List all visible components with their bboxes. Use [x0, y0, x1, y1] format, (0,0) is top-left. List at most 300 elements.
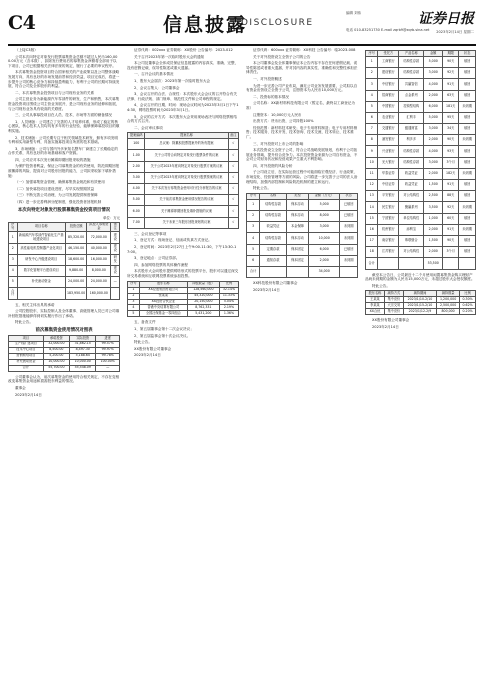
- table-cell: 研发中心升级建设项目: [17, 254, 65, 265]
- table-cell: 宁波银行: [378, 213, 399, 224]
- table-cell: 单位结构性: [399, 213, 424, 224]
- column-3-text-tail: [246, 281, 358, 292]
- table-cell: 赎回: [459, 68, 476, 79]
- table-cell: 5: [9, 277, 18, 288]
- table-cell: 赎回: [459, 112, 476, 123]
- table-row: [366, 202, 476, 213]
- table-cell: 添利宝: [399, 224, 424, 235]
- table-cell: √: [228, 184, 238, 195]
- table-cell: 7.00: [128, 217, 145, 228]
- table-cell: 85,320.00: [65, 232, 86, 243]
- table-cell: 99.97%: [96, 347, 120, 353]
- table-cell: 1,500: [424, 235, 443, 246]
- table-cell: 63天: [443, 90, 459, 101]
- table-row: [366, 309, 476, 315]
- paragraph: 为保护投资者利益，保证公司募集资金的有效使用，防范即期回报被摊薄的风险，提高对公司股东回报的能力，公司拟采取如下填补措施：: [8, 164, 120, 178]
- table-cell: 赎回: [459, 56, 476, 67]
- table-cell: [17, 288, 65, 299]
- table-cell: 5,000: [424, 112, 443, 123]
- paragraph: 四、公司应对本次发行摊薄即期回报采取的措施: [15, 157, 91, 162]
- table-cell: 1.00: [128, 150, 145, 161]
- table-header-cell: 序号: [247, 193, 260, 199]
- paragraph: 关于对外投资设立全资子公司的公告: [253, 54, 311, 59]
- table-cell: 关于本次发行募集资金使用可行性分析报告的议案: [145, 184, 228, 195]
- table-cell: 91天: [443, 79, 459, 90]
- paragraph: 2、第五届监事会第十次会议决议。: [134, 333, 191, 338]
- table-cell: XX控股集团有限公司: [139, 287, 187, 293]
- table-header-cell: 项目名称: [17, 222, 65, 232]
- table-cell: 5: [366, 101, 378, 112]
- paragraph: 3、登记地点：公司证券部。: [134, 256, 180, 261]
- table-cell: 未到期: [340, 222, 358, 233]
- table-cell: 华泰证券: [378, 168, 399, 179]
- table-cell: 本金保障: [286, 222, 308, 233]
- paragraph: 五、相关主体出具的承诺: [15, 302, 55, 307]
- table-header-cell: 比例: [460, 291, 476, 297]
- table-cell: 6,000: [309, 244, 340, 255]
- column-1-table-title: 本次向特定对象发行股票募集资金投资项目情况: [17, 207, 111, 213]
- table-cell: 李某某: [366, 303, 385, 309]
- table-header-cell: 期限: [443, 51, 459, 57]
- paragraph: XX科技股份有限公司董事会: [253, 281, 298, 286]
- table-cell: 8,000: [309, 211, 340, 222]
- table-cell: 2: [366, 68, 378, 79]
- table-cell: 4: [247, 233, 260, 244]
- table-row: [366, 258, 476, 269]
- table-row: [247, 266, 358, 277]
- column-2-proposal-table: [127, 132, 239, 228]
- table-row: [366, 235, 476, 246]
- table-cell: 技术中心项目: [9, 347, 44, 353]
- paragraph: 2023年2月14日: [134, 353, 161, 358]
- paragraph: 特此公告。: [372, 283, 390, 288]
- table-cell: 5.04%: [219, 299, 238, 305]
- table-cell: 2023/1/12-2/9: [403, 309, 436, 315]
- table-cell: 兴业银行: [378, 146, 399, 157]
- table-cell: 2,000: [309, 255, 340, 266]
- table-cell: 赎回: [459, 213, 476, 224]
- table-cell: √: [228, 206, 238, 217]
- table-cell: 3: [128, 299, 140, 305]
- paragraph: 本公司及董事会全体成员保证信息披露的内容真实、准确、完整，没有虚假记载、误导性陈述或重大遗漏。: [127, 61, 239, 70]
- table-row: [9, 243, 120, 254]
- table-cell: 中国银行: [378, 101, 399, 112]
- paragraph: 公司董事会认为，前次募集资金的使用符合相关规定，不存在变相改变募集资金用途和损害股东利益的情况。: [8, 374, 120, 384]
- table-cell: 3: [247, 222, 260, 233]
- table-row: [128, 195, 239, 206]
- table-header-cell: 减持数量: [437, 291, 460, 297]
- table-cell: 18,600.00: [65, 254, 86, 265]
- table-row: [366, 112, 476, 123]
- table-cell: 0.20%: [460, 309, 476, 315]
- table-cell: 32.14%: [219, 287, 238, 293]
- table-header-cell: 状态: [459, 51, 476, 57]
- column-3: [246, 48, 358, 692]
- table-cell: 建设: [111, 265, 120, 276]
- table-cell: 4: [366, 90, 378, 101]
- table-cell: 34,000: [309, 266, 340, 277]
- paragraph: 3、市场储备：公司与国内外多家知名整车厂商建立了长期稳定的合作关系，具有良好的市场基础和客户资源。: [8, 146, 118, 156]
- table-cell: 4,000: [424, 79, 443, 90]
- issue-date: 2023年2月14日 星期二: [436, 30, 474, 34]
- table-cell: 1.36%: [219, 311, 238, 317]
- contact-line: 电话 010-83251730 E-mail zqrb9@zqrb.sina.net: [346, 28, 430, 32]
- table-cell: [459, 258, 476, 269]
- table-cell: 江苏银行: [378, 247, 399, 258]
- table-cell: 研发: [111, 254, 120, 265]
- table-cell: 关于公司2023年度向特定对象发行股票方案的议案: [145, 161, 228, 172]
- table-cell: 182天: [443, 168, 459, 179]
- table-cell: 合计: [247, 266, 260, 277]
- table-header-cell: 股东名称: [139, 281, 187, 287]
- column-4-wealth-product-table: [365, 50, 476, 270]
- table-cell: 2,000: [424, 168, 443, 179]
- table-cell: 45,320,000: [187, 293, 219, 299]
- paragraph: 特此公告。: [15, 320, 33, 325]
- paragraph: 二、投资标的基本情况: [253, 94, 289, 99]
- table-header-cell: 金额（万元）: [309, 193, 340, 199]
- table-cell: 珠联璧合: [399, 235, 424, 246]
- table-cell: 3: [9, 254, 18, 265]
- table-cell: 12: [366, 180, 378, 191]
- table-cell: 99.57%: [96, 341, 120, 347]
- paragraph: 特此公告。: [134, 340, 152, 345]
- table-row: [9, 265, 120, 276]
- table-cell: 1,500: [424, 180, 443, 191]
- table-cell: 未到期: [459, 135, 476, 146]
- paragraph: 2023年2月14日: [15, 392, 42, 397]
- table-cell: 中信银行: [378, 79, 399, 90]
- table-cell: 34天: [443, 124, 459, 135]
- paragraph: 3、会议召开的合法、合规性：本次股东大会会议的召开符合有关法律、行政法规、部门规章、规范性文件和公司章程的规定。: [127, 92, 237, 101]
- table-cell: 46,150.00: [65, 243, 86, 254]
- table-cell: 91天: [443, 224, 459, 235]
- editor-line: 编辑 刘伟: [346, 11, 362, 15]
- table-cell: XX合伙: [366, 309, 385, 315]
- table-cell: 收益凭证: [399, 168, 424, 179]
- table-cell: 1: [9, 232, 18, 243]
- table-cell: 结构性存款: [399, 146, 424, 157]
- table-cell: 128,560,000: [187, 287, 219, 293]
- table-cell: √: [228, 172, 238, 183]
- table-row: [9, 277, 120, 288]
- table-cell: 2023/1/10-2/10: [403, 297, 436, 303]
- table-row: [247, 233, 358, 244]
- table-cell: 王某某: [366, 297, 385, 303]
- paragraph: （一）加强募集资金管理，确保募集资金规范和有效使用: [15, 180, 105, 185]
- paragraph: 二、会议审议事项: [134, 125, 163, 130]
- column-2: [127, 48, 239, 692]
- paragraph: 本次募集资金投资项目符合国家相关的产业政策以及公司整体战略发展方向，具有良好的市场发展前景和经济效益，项目完成后，将进一步提升公司的核心竞争力和持续盈利能力，有利于公司的长期可持续发展，符合公司及全体股东的利益。: [8, 70, 120, 89]
- table-cell: 结构性存款: [399, 68, 424, 79]
- table-row: [366, 68, 476, 79]
- paragraph: 证券代码：600xxx 证券简称：XX科技 公告编号：临2023-008: [253, 48, 356, 52]
- table-cell: 关于前次募集资金使用情况报告的议案: [145, 195, 228, 206]
- table-row: [366, 135, 476, 146]
- newspaper-logo: 证券日报: [418, 11, 474, 27]
- table-cell: 关于公司2023年度向特定对象发行股票预案的议案: [145, 172, 228, 183]
- table-header-cell: 比例: [219, 281, 238, 287]
- table-header-cell: 投资总额: [65, 222, 86, 232]
- table-cell: 5: [128, 311, 140, 317]
- paragraph: （三）不断完善公司治理，为公司发展提供制度保障: [15, 193, 98, 198]
- table-cell: 挂钩型结构: [399, 101, 424, 112]
- column-1-table-unit: 单位：万元: [103, 215, 120, 220]
- table-cell: 55,548.09: [70, 365, 96, 371]
- column-1-text: [8, 48, 120, 205]
- paragraph: 四、对外投资的风险分析: [253, 163, 293, 168]
- masthead: [8, 6, 476, 46]
- table-cell: 20,150,000: [187, 299, 219, 305]
- table-row: [128, 172, 239, 183]
- table-cell: 2.19%: [219, 305, 238, 311]
- table-cell: 24,000.00: [65, 277, 86, 288]
- table-cell: 53,500: [424, 258, 443, 269]
- table-row: [366, 168, 476, 179]
- table-cell: 93天: [443, 146, 459, 157]
- table-cell: 2023/1/15-2/10: [403, 303, 436, 309]
- table-cell: 5: [247, 244, 260, 255]
- table-cell: —: [111, 277, 120, 288]
- table-row: [128, 217, 239, 228]
- table-cell: 92天: [443, 202, 459, 213]
- table-cell: 183,950.00: [65, 288, 86, 299]
- table-cell: 2: [247, 211, 260, 222]
- table-cell: 72,000.00: [87, 232, 111, 243]
- paragraph: XX股份有限公司董事会: [372, 318, 410, 323]
- table-cell: 未到期: [340, 255, 358, 266]
- table-cell: 3,000: [309, 222, 340, 233]
- paragraph: 1、登记方式：现场登记、信函或传真方式登记。: [134, 238, 212, 243]
- table-row: [247, 222, 358, 233]
- paragraph: 子公司设立后，在实际运营过程中可能面临宏观经济、行业政策、市场变化、经营管理等方面的风险。公司将进一步完善子公司的法人治理结构，加强内部控制和风险防范机制的建立和运行。: [246, 170, 358, 184]
- table-cell: 汇利丰: [399, 112, 424, 123]
- table-cell: √: [228, 217, 238, 228]
- table-header-row: [9, 222, 120, 232]
- column-2-text: [127, 48, 239, 130]
- table-cell: 交通银行: [378, 124, 399, 135]
- table-cell: √: [228, 139, 238, 150]
- table-cell: 点金系列: [399, 90, 424, 101]
- paragraph: 经营范围：新材料技术研发；电子专用材料制造；电子专用材料销售；技术服务、技术开发、技术咨询、技术交流、技术转让、技术推广。: [246, 125, 358, 139]
- table-row: [366, 90, 476, 101]
- table-cell: 赎回: [459, 157, 476, 168]
- table-header-cell: 产品名称: [399, 51, 424, 57]
- table-header-cell: 承诺投资: [43, 335, 69, 341]
- table-cell: 1: [128, 287, 140, 293]
- table-cell: 9: [366, 146, 378, 157]
- paragraph: 2023年2月14日: [253, 287, 280, 292]
- table-cell: 合计: [366, 258, 378, 269]
- table-cell: 通知存款: [260, 255, 287, 266]
- table-cell: 张某某: [139, 293, 187, 299]
- table-cell: 5,431,200: [187, 311, 219, 317]
- table-header-cell: 提案名称: [145, 133, 228, 139]
- table-cell: 90天: [443, 235, 459, 246]
- column-4-reduction-table: [365, 290, 476, 315]
- table-header-cell: 备注: [228, 133, 238, 139]
- table-cell: 4: [9, 265, 18, 276]
- table-cell: 结构性存款: [260, 211, 287, 222]
- table-cell: 赎回: [459, 146, 476, 157]
- table-cell: 聚赢系列: [399, 202, 424, 213]
- table-header-cell: 实际投资: [70, 335, 96, 341]
- table-cell: 对公结构性: [399, 247, 424, 258]
- table-cell: 5.00: [128, 195, 145, 206]
- table-cell: 收益凭证: [399, 180, 424, 191]
- table-cell: 大宗交易: [384, 303, 403, 309]
- paragraph: 为进一步完善公司产业布局，满足公司业务发展需要，公司拟以自有资金出资设立全资子公司，注册资本为人民币10,000万元。: [246, 83, 358, 93]
- table-cell: 合计: [9, 365, 44, 371]
- column-4: [365, 48, 476, 692]
- table-cell: 赎回: [459, 79, 476, 90]
- paragraph: 2、会议召集人：公司董事会: [134, 85, 180, 90]
- table-header-cell: 拟投入募集资金: [87, 222, 111, 232]
- paragraph: 本公司董事会及全体董事保证本公告内容不存在任何虚假记载、误导性陈述或者重大遗漏，并对其内容的真实性、准确性和完整性承担法律责任。: [246, 61, 358, 75]
- paragraph: XX股份有限公司董事会: [134, 346, 172, 351]
- table-cell: 160,000.00: [87, 288, 111, 299]
- paragraph: 公司控股股东、实际控制人及全体董事、高级管理人员已对公司填补回报措施能够得到切实履行作出了承诺。: [8, 309, 120, 318]
- table-cell: 保本固定: [286, 244, 308, 255]
- table-cell: 5,200.00: [43, 353, 69, 359]
- table-row: [366, 213, 476, 224]
- table-cell: 已赎回: [340, 199, 358, 210]
- table-cell: 10,000: [309, 233, 340, 244]
- column-4-text-mid: [365, 273, 476, 289]
- paragraph: 三、公司从事募投项目在人员、技术、市场等方面的储备情况: [15, 113, 113, 118]
- table-cell: 4: [128, 305, 140, 311]
- table-cell: 3个月: [443, 247, 459, 258]
- table-cell: 60天: [443, 213, 459, 224]
- table-row: [366, 79, 476, 90]
- table-cell: 结构性存款: [260, 199, 287, 210]
- table-cell: 总议案：除累积投票提案外的所有提案: [145, 139, 228, 150]
- table-cell: 2: [9, 243, 18, 254]
- table-cell: 5,188.64: [70, 353, 96, 359]
- table-cell: 工商银行: [378, 56, 399, 67]
- table-cell: 6: [366, 112, 378, 123]
- table-row: [128, 184, 239, 195]
- table-header-cell: 受托方: [378, 51, 399, 57]
- table-cell: 农业银行: [378, 112, 399, 123]
- paragraph: 2023年2月14日: [372, 324, 399, 329]
- column-2-text-mid: [127, 232, 239, 279]
- paragraph: 一、对外投资概述: [253, 76, 282, 81]
- table-cell: √: [228, 195, 238, 206]
- table-cell: 8: [366, 135, 378, 146]
- table-cell: 6.00: [128, 206, 145, 217]
- table-cell: 2,000: [424, 135, 443, 146]
- table-cell: 181天: [443, 101, 459, 112]
- table-header-cell: 序号: [128, 281, 140, 287]
- table-cell: √: [228, 150, 238, 161]
- table-cell: 未到期: [459, 202, 476, 213]
- page-number: C4: [8, 12, 36, 34]
- table-cell: 未到期: [340, 233, 358, 244]
- table-row: [366, 56, 476, 67]
- table-row: [247, 199, 358, 210]
- table-cell: 2,500,000: [437, 303, 460, 309]
- paragraph: 公司名称：XX新材料科技有限公司（暂定名，最终以工商登记为准）: [246, 101, 355, 110]
- table-row: [366, 124, 476, 135]
- table-cell: 合计: [9, 288, 18, 299]
- paragraph: 特此公告。: [253, 186, 271, 191]
- table-cell: 2,000: [424, 224, 443, 235]
- table-row: [366, 146, 476, 157]
- column-1-table2-title: 前次募集资金使用情况对照表: [35, 327, 93, 333]
- paragraph: 董事会: [15, 386, 26, 390]
- table-cell: 18: [366, 247, 378, 258]
- table-cell: 0.62%: [460, 303, 476, 309]
- table-cell: 全国社保基金一零四组合: [139, 311, 187, 317]
- table-cell: 8,762,331: [187, 305, 219, 311]
- table-cell: 99.78%: [96, 353, 120, 359]
- table-header-cell: 持股数量（股）: [187, 281, 219, 287]
- table-cell: 2,000: [424, 247, 443, 258]
- table-row: [9, 232, 120, 243]
- column-1-project-table: [8, 222, 120, 300]
- paragraph: （四）进一步完善利润分配制度，强化投资者回报机制: [15, 200, 102, 205]
- table-cell: 10: [366, 157, 378, 168]
- table-cell: 3: [366, 79, 378, 90]
- table-cell: 4,000: [424, 146, 443, 157]
- table-cell: 40,000.00: [87, 243, 111, 254]
- table-cell: 共赢智信: [399, 79, 424, 90]
- table-cell: 11: [366, 168, 378, 179]
- table-cell: 3,000: [424, 68, 443, 79]
- table-row: [9, 288, 120, 299]
- table-row: [9, 365, 120, 371]
- table-cell: 保本浮动: [286, 211, 308, 222]
- paragraph: 1、股东大会届次：2023年第一次临时股东大会: [134, 78, 211, 83]
- table-cell: 17: [366, 235, 378, 246]
- table-header-cell: 提案编码: [128, 133, 145, 139]
- table-cell: —: [96, 365, 120, 371]
- table-cell: 3,500: [424, 202, 443, 213]
- table-cell: 结构性存款: [260, 233, 287, 244]
- table-cell: 结构性存款: [399, 157, 424, 168]
- table-header-cell: 金额: [424, 51, 443, 57]
- table-cell: 定期存款: [260, 244, 287, 255]
- column-3-text: [246, 48, 358, 191]
- table-cell: 赎回: [459, 235, 476, 246]
- table-cell: [340, 266, 358, 277]
- paragraph: 证券代码：002xxx 证券简称：XX股份 公告编号：2023-012: [134, 48, 233, 52]
- table-row: [366, 191, 476, 202]
- paragraph: 截至本公告日，公司最近十二个月使用闲置募集资金购买理财产品尚未到期的金额为人民币15,000万元，未超过股东大会授权额度。: [365, 272, 475, 282]
- table-cell: 92天: [443, 68, 459, 79]
- paragraph: 公司主营业务为新能源汽车零部件的研发、生产和销售，本次募集资金投资项目围绕公司主营业务展开，是公司现有业务的延伸和拓展，与公司现有业务具有较高的关联度。: [8, 97, 120, 111]
- table-cell: [399, 258, 424, 269]
- table-cell: 1,200,000: [437, 297, 460, 303]
- table-cell: 3.00: [128, 172, 145, 183]
- table-cell: 16: [366, 224, 378, 235]
- table-row: [366, 224, 476, 235]
- table-row: [247, 211, 358, 222]
- table-cell: 9,880.00: [65, 265, 86, 276]
- table-header-cell: 状态: [340, 193, 358, 199]
- paragraph: 1、人员储备：公司建立了完善的人才培养体系，形成了稳定的核心团队，核心技术人员均具有多年的行业经验，能够保障募投项目的顺利实施。: [8, 119, 120, 133]
- table-header-cell: 类型: [286, 193, 308, 199]
- table-cell: 32,000.00: [43, 341, 69, 347]
- table-row: [128, 161, 239, 172]
- table-header-cell: 股东名称: [366, 291, 385, 297]
- paragraph: 2、登记时间：2023年2月27日上午9:00-11:30，下午13:30-17:00。: [127, 244, 237, 254]
- table-cell: [111, 288, 120, 299]
- table-cell: 结构性存款: [399, 56, 424, 67]
- table-cell: 8,000.00: [87, 265, 111, 276]
- table-cell: 24,000.00: [87, 277, 111, 288]
